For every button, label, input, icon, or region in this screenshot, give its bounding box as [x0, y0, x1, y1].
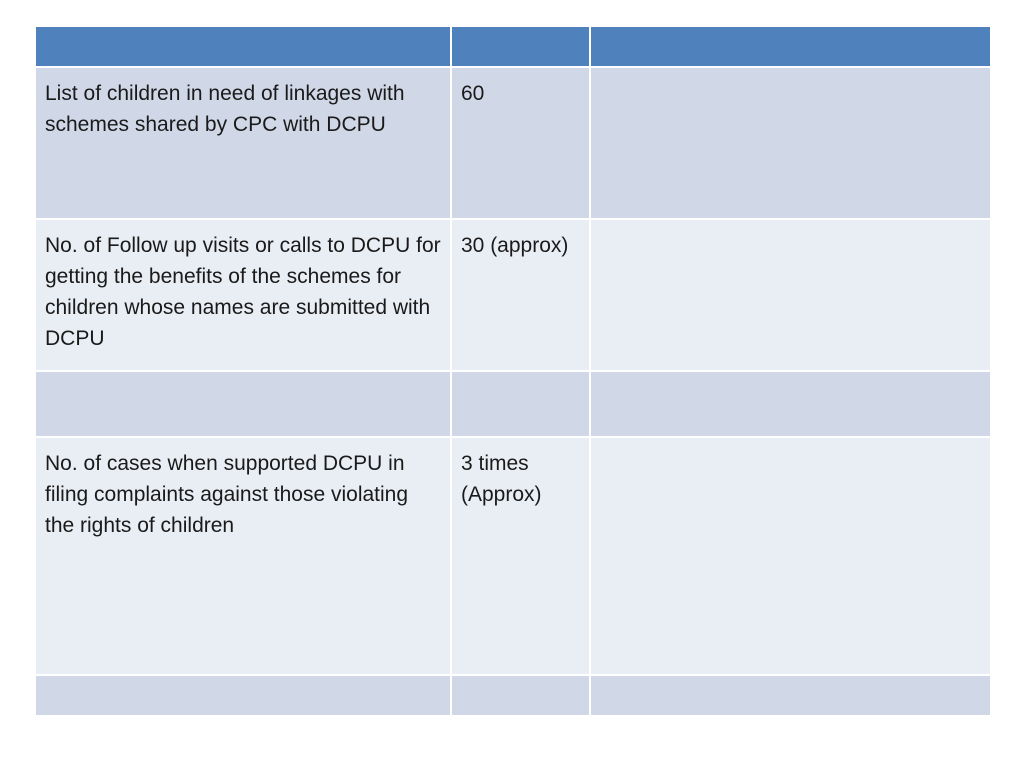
remarks-cell	[590, 437, 991, 675]
remarks-cell	[590, 219, 991, 371]
value-cell: 60	[451, 67, 590, 219]
remarks-cell	[590, 67, 991, 219]
table-row	[35, 437, 991, 675]
table-row	[35, 371, 991, 437]
indicator-cell	[35, 675, 451, 716]
indicator-cell: List of children in need of linkages with schemes shared by CPC with DCPU	[35, 67, 451, 219]
value-cell	[451, 675, 590, 716]
remarks-cell	[590, 371, 991, 437]
indicator-cell: No. of cases when supported DCPU in filing complaints against those violating the rights of children	[35, 437, 451, 675]
indicator-cell	[35, 371, 451, 437]
value-cell	[451, 371, 590, 437]
remarks-cell	[590, 675, 991, 716]
table-row	[35, 67, 991, 219]
value-cell: 30 (approx)	[451, 219, 590, 371]
value-cell: 3 times (Approx)	[451, 437, 590, 675]
header-cell-remarks	[590, 26, 991, 67]
table-header-row	[35, 26, 991, 67]
table-row	[35, 219, 991, 371]
data-table	[34, 25, 992, 717]
header-cell-value	[451, 26, 590, 67]
header-cell-indicator	[35, 26, 451, 67]
indicator-cell: No. of Follow up visits or calls to DCPU for getting the benefits of the schemes for children whose names are submitted with DCPU	[35, 219, 451, 371]
table-row	[35, 675, 991, 716]
